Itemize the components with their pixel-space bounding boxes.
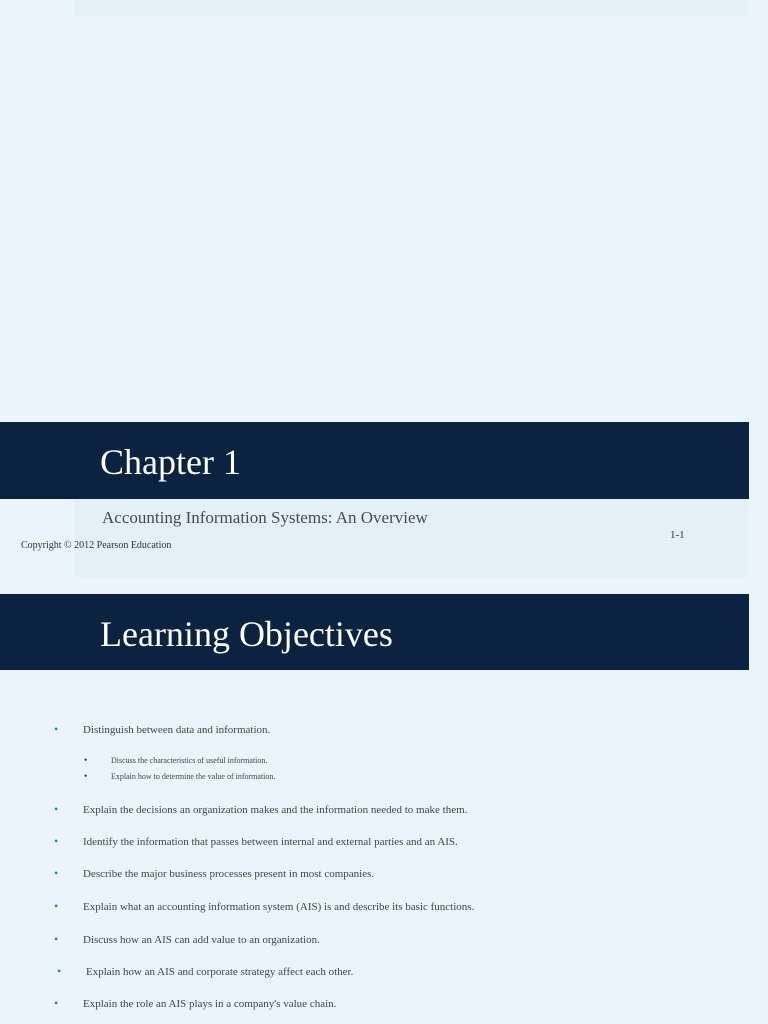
- objective-item: • Explain how an AIS and corporate strategy affect each other.: [86, 965, 353, 979]
- objective-item: • Explain the role an AIS plays in a company's value chain.: [83, 997, 336, 1011]
- objective-subitem: • Explain how to determine the value of information.: [111, 772, 275, 782]
- objective-item: • Describe the major business processes present in most companies.: [83, 867, 374, 881]
- objective-subitem: • Discuss the characteristics of useful information.: [111, 756, 267, 766]
- objective-item: • Explain what an accounting information system (AIS) is and describe its basic functions.: [83, 900, 474, 914]
- objective-item: • Distinguish between data and information.: [83, 723, 270, 737]
- top-slide-edge: [75, 0, 748, 16]
- objective-item: • Discuss how an AIS can add value to an organization.: [83, 933, 320, 947]
- page-number: 1-1: [670, 529, 685, 541]
- copyright-notice: Copyright © 2012 Pearson Education: [21, 540, 172, 551]
- learning-objectives-title: Learning Objectives: [100, 614, 393, 654]
- chapter-subtitle: Accounting Information Systems: An Overview: [102, 508, 428, 527]
- chapter-title: Chapter 1: [100, 442, 241, 482]
- objective-item: • Explain the decisions an organization makes and the information needed to make them.: [83, 803, 467, 817]
- objective-item: • Identify the information that passes between internal and external parties and an AIS.: [83, 835, 458, 849]
